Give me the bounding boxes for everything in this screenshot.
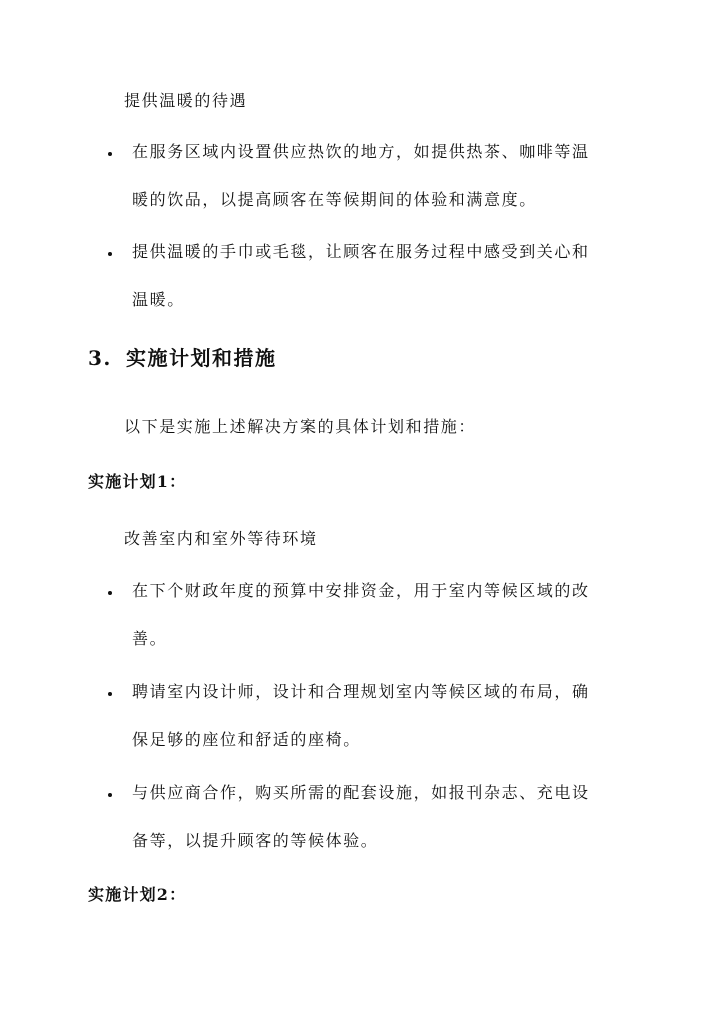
plan-heading: 实施计划2：	[88, 885, 187, 904]
section-number: 3.	[88, 346, 112, 370]
bullet-line: 备等，以提升顾客的等候体验。	[132, 831, 379, 850]
bullet-icon	[108, 692, 112, 696]
bullet-icon	[108, 252, 112, 256]
section-intro: 以下是实施上述解决方案的具体计划和措施：	[124, 417, 477, 436]
bullet-line: 在服务区域内设置供应热饮的地方，如提供热茶、咖啡等温	[132, 142, 590, 161]
section-heading	[88, 342, 277, 371]
plan-heading: 实施计划1：	[88, 472, 187, 491]
bullet-line: 保足够的座位和舒适的座椅。	[132, 730, 361, 749]
bullet-icon	[108, 793, 112, 797]
bullet-line: 暖的饮品，以提高顾客在等候期间的体验和满意度。	[132, 190, 537, 209]
bullet-line: 提供温暖的手巾或毛毯，让顾客在服务过程中感受到关心和	[132, 242, 590, 261]
bullet-line: 善。	[132, 629, 168, 648]
section-title: 实施计划和措施	[126, 346, 277, 370]
bullet-line: 温暖。	[132, 290, 185, 309]
bullet-line: 聘请室内设计师，设计和合理规划室内等候区域的布局，确	[132, 682, 590, 701]
bullet-icon	[108, 152, 112, 156]
bullet-line: 在下个财政年度的预算中安排资金，用于室内等候区域的改	[132, 581, 590, 600]
bullet-icon	[108, 591, 112, 595]
bullet-line: 与供应商合作，购买所需的配套设施，如报刊杂志、充电设	[132, 783, 590, 802]
intro-line: 提供温暖的待遇	[124, 91, 248, 110]
plan-subtitle: 改善室内和室外等待环境	[124, 529, 318, 548]
